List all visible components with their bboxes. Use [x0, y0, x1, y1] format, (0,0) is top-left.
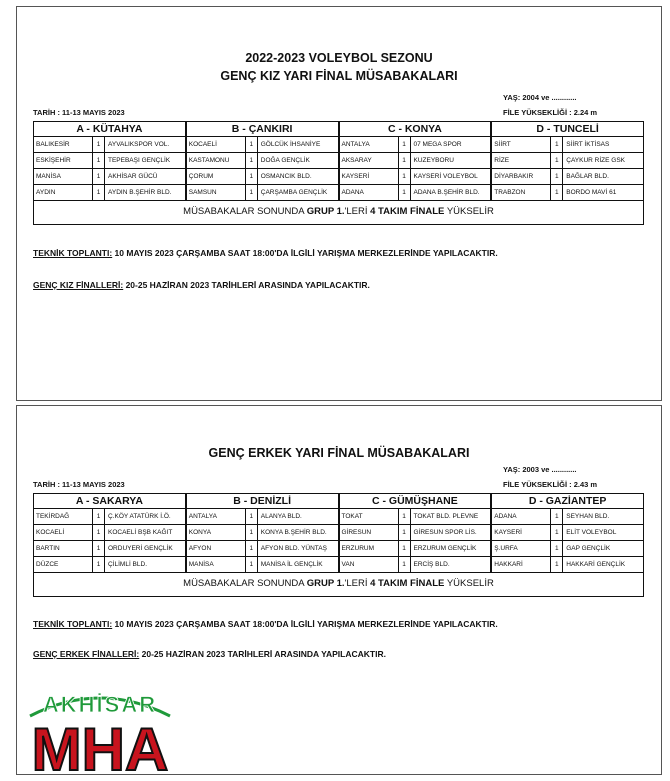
team-cell: GÖLCÜK İHSANİYE [260, 141, 321, 148]
team-cell: TOKAT BLD. PLEVNE [413, 513, 479, 520]
city-cell: TOKAT [340, 509, 399, 524]
girls-semifinal-sheet [16, 6, 662, 401]
team-cell: AKHİSAR GÜCÜ [108, 173, 158, 180]
city-cell: GİRESUN [340, 525, 399, 540]
table-row [187, 541, 338, 557]
rank-cell: 1 [399, 169, 411, 184]
group-column [187, 122, 340, 200]
note-label: TEKNİK TOPLANTI: [33, 248, 113, 258]
table-row [187, 153, 338, 169]
team-cell: Ç.KÖY ATATÜRK İ.Ö. [108, 513, 171, 520]
table-row [492, 525, 643, 541]
team-cell: KAYSERİ VOLEYBOL [413, 173, 478, 180]
logo-main-text: MHA [31, 716, 169, 778]
net-height-info: FİLE YÜKSEKLİĞİ : 2.43 m [503, 480, 598, 489]
finale-notice [33, 570, 644, 597]
rank-cell: 1 [93, 185, 105, 200]
city-cell: ADANA [340, 185, 399, 200]
team-cell: ÇARŞAMBA GENÇLİK [260, 189, 328, 196]
season-title: 2022-2023 VOLEYBOL SEZONU [245, 51, 433, 65]
rank-cell: 1 [551, 557, 563, 572]
sheet-title: GENÇ KIZ YARI FİNAL MÜSABAKALARI [220, 69, 458, 83]
city-cell: SİİRT [492, 137, 551, 152]
finale-group: GRUP 1. [306, 578, 345, 589]
city-cell: KAYSERİ [492, 525, 551, 540]
rank-cell: 1 [551, 541, 563, 556]
rank-cell: 1 [93, 137, 105, 152]
finale-text: 'LERİ [344, 206, 371, 217]
city-cell: DİYARBAKIR [492, 169, 551, 184]
finale-text: MÜSABAKALAR SONUNDA [183, 578, 307, 589]
rank-cell: 1 [93, 525, 105, 540]
table-row [492, 541, 643, 557]
table-row [187, 509, 338, 525]
table-row [34, 541, 185, 557]
rank-cell: 1 [93, 153, 105, 168]
city-cell: AFYON [187, 541, 246, 556]
rank-cell: 1 [246, 169, 258, 184]
team-cell: ELİT VOLEYBOL [566, 529, 617, 536]
group-column [340, 122, 493, 200]
team-cell: KOCAELİ BŞB KAĞIT [108, 529, 173, 536]
city-cell: KAYSERİ [340, 169, 399, 184]
team-cell: HAKKARİ GENÇLİK [566, 561, 626, 568]
groups-table [33, 493, 644, 573]
city-cell: VAN [340, 557, 399, 572]
group-column [340, 494, 493, 572]
team-cell: ERZURUM GENÇLİK [413, 545, 477, 552]
note-label: GENÇ ERKEK FİNALLERİ: [33, 649, 140, 659]
team-cell: ÇAYKUR RİZE GSK [566, 157, 626, 164]
date-info: TARİH : 11-13 MAYIS 2023 [33, 480, 125, 489]
table-row [340, 137, 491, 153]
rank-cell: 1 [246, 509, 258, 524]
rank-cell: 1 [246, 541, 258, 556]
city-cell: AKSARAY [340, 153, 399, 168]
finale-text: 'LERİ [344, 578, 371, 589]
city-cell: ANTALYA [187, 509, 246, 524]
finale-teams: 4 TAKIM FİNALE [370, 578, 445, 589]
rank-cell: 1 [399, 557, 411, 572]
note-text: 10 MAYIS 2023 ÇARŞAMBA SAAT 18:00'DA İLGİLİ YARIŞMA MERKEZLERİNDE YAPILACAKTIR. [112, 619, 498, 629]
rank-cell: 1 [246, 525, 258, 540]
group-header: B - DENİZLİ [187, 494, 338, 509]
city-cell: KOCAELİ [187, 137, 246, 152]
rank-cell: 1 [551, 509, 563, 524]
team-cell: GİRESUN SPOR LİS. [413, 529, 477, 536]
team-cell: OSMANCIK BLD. [260, 173, 312, 180]
finals-note [33, 280, 370, 290]
table-row [340, 153, 491, 169]
city-cell: TRABZON [492, 185, 551, 200]
note-text: 10 MAYIS 2023 ÇARŞAMBA SAAT 18:00'DA İLGİLİ YARIŞMA MERKEZLERİNDE YAPILACAKTIR. [112, 248, 498, 258]
rank-cell: 1 [551, 185, 563, 200]
rank-cell: 1 [93, 557, 105, 572]
rank-cell: 1 [551, 169, 563, 184]
finale-teams: 4 TAKIM FİNALE [370, 206, 445, 217]
team-cell: GAP GENÇLİK [566, 545, 611, 552]
team-cell: ERCİŞ BLD. [413, 561, 450, 568]
rank-cell: 1 [93, 169, 105, 184]
rank-cell: 1 [551, 137, 563, 152]
age-info: YAŞ: 2004 ve ............ [503, 93, 577, 102]
table-row [34, 153, 185, 169]
city-cell: ESKİŞEHİR [34, 153, 93, 168]
rank-cell: 1 [246, 185, 258, 200]
age-info: YAŞ: 2003 ve ............ [503, 465, 577, 474]
city-cell: Ş.URFA [492, 541, 551, 556]
team-cell: ADANA B.ŞEHİR BLD. [413, 189, 480, 196]
city-cell: RİZE [492, 153, 551, 168]
group-header: D - TUNCELİ [492, 122, 643, 137]
city-cell: BARTIN [34, 541, 93, 556]
team-cell: BAĞLAR BLD. [566, 173, 609, 180]
note-text: 20-25 HAZİRAN 2023 TARİHLERİ ARASINDA YAPILACAKTIR. [123, 280, 370, 290]
finale-text: YÜKSELİR [444, 206, 494, 217]
rank-cell: 1 [93, 509, 105, 524]
finale-text: MÜSABAKALAR SONUNDA [183, 206, 307, 217]
rank-cell: 1 [246, 557, 258, 572]
table-row [492, 169, 643, 185]
city-cell: KASTAMONU [187, 153, 246, 168]
city-cell: DÜZCE [34, 557, 93, 572]
team-cell: SEYHAN BLD. [566, 513, 610, 520]
table-row [340, 541, 491, 557]
city-cell: ÇORUM [187, 169, 246, 184]
group-column [34, 494, 187, 572]
rank-cell: 1 [93, 541, 105, 556]
city-cell: TEKİRDAĞ [34, 509, 93, 524]
table-row [340, 509, 491, 525]
table-row [34, 169, 185, 185]
table-row [492, 137, 643, 153]
team-cell: BORDO MAVİ 61 [566, 189, 617, 196]
city-cell: MANİSA [187, 557, 246, 572]
note-text: 20-25 HAZİRAN 2023 TARİHLERİ ARASINDA YAPILACAKTIR. [139, 649, 386, 659]
table-row [492, 153, 643, 169]
rank-cell: 1 [246, 137, 258, 152]
table-row [187, 525, 338, 541]
city-cell: HAKKARİ [492, 557, 551, 572]
group-header: A - KÜTAHYA [34, 122, 185, 137]
table-row [34, 509, 185, 525]
group-column [492, 494, 643, 572]
city-cell: MANİSA [34, 169, 93, 184]
sheet-title: GENÇ ERKEK YARI FİNAL MÜSABAKALARI [208, 446, 470, 460]
team-cell: SİİRT İKTİSAS [566, 141, 610, 148]
technical-meeting-note [33, 619, 498, 629]
rank-cell: 1 [551, 153, 563, 168]
table-row [340, 169, 491, 185]
net-height-info: FİLE YÜKSEKLİĞİ : 2.24 m [503, 108, 598, 117]
team-cell: KUZEYBORU [413, 157, 454, 164]
group-column [492, 122, 643, 200]
team-cell: 07 MEGA SPOR [413, 141, 462, 148]
team-cell: TEPEBAŞI GENÇLİK [108, 157, 171, 164]
group-column [187, 494, 340, 572]
team-cell: MANİSA İL GENÇLİK [260, 561, 323, 568]
date-info: TARİH : 11-13 MAYIS 2023 [33, 108, 125, 117]
rank-cell: 1 [399, 525, 411, 540]
table-row [187, 137, 338, 153]
city-cell: AYDIN [34, 185, 93, 200]
logo-top-text: AKHİSAR [42, 692, 158, 717]
city-cell: KONYA [187, 525, 246, 540]
team-cell: AFYON BLD. YÜNTAŞ [260, 545, 327, 552]
rank-cell: 1 [551, 525, 563, 540]
city-cell: BALIKESİR [34, 137, 93, 152]
rank-cell: 1 [399, 541, 411, 556]
note-label: GENÇ KIZ FİNALLERİ: [33, 280, 124, 290]
city-cell: ERZURUM [340, 541, 399, 556]
rank-cell: 1 [399, 137, 411, 152]
group-header: A - SAKARYA [34, 494, 185, 509]
akhisar-mha-logo [10, 682, 190, 778]
group-header: C - KONYA [340, 122, 491, 137]
table-row [187, 169, 338, 185]
table-row [340, 525, 491, 541]
team-cell: ALANYA BLD. [260, 513, 302, 520]
rank-cell: 1 [399, 185, 411, 200]
city-cell: ANTALYA [340, 137, 399, 152]
rank-cell: 1 [399, 153, 411, 168]
city-cell: ADANA [492, 509, 551, 524]
table-row [34, 525, 185, 541]
finale-group: GRUP 1. [306, 206, 345, 217]
team-cell: KONYA B.ŞEHİR BLD. [260, 529, 327, 536]
group-header: D - GAZİANTEP [492, 494, 643, 509]
group-header: C - GÜMÜŞHANE [340, 494, 491, 509]
rank-cell: 1 [399, 509, 411, 524]
city-cell: KOCAELİ [34, 525, 93, 540]
team-cell: DOĞA GENÇLİK [260, 157, 310, 164]
technical-meeting-note [33, 248, 498, 258]
groups-table [33, 121, 644, 201]
finale-text: YÜKSELİR [444, 578, 494, 589]
team-cell: AYDIN B.ŞEHİR BLD. [108, 189, 172, 196]
team-cell: ORDUYERİ GENÇLİK [108, 545, 173, 552]
rank-cell: 1 [246, 153, 258, 168]
finals-note [33, 649, 386, 659]
team-cell: AYVALIKSPOR VOL. [108, 141, 170, 148]
group-header: B - ÇANKIRI [187, 122, 338, 137]
note-label: TEKNİK TOPLANTI: [33, 619, 113, 629]
group-column [34, 122, 187, 200]
city-cell: SAMSUN [187, 185, 246, 200]
team-cell: ÇİLİMLİ BLD. [108, 561, 148, 568]
table-row [34, 137, 185, 153]
table-row [492, 509, 643, 525]
finale-notice [33, 198, 644, 225]
